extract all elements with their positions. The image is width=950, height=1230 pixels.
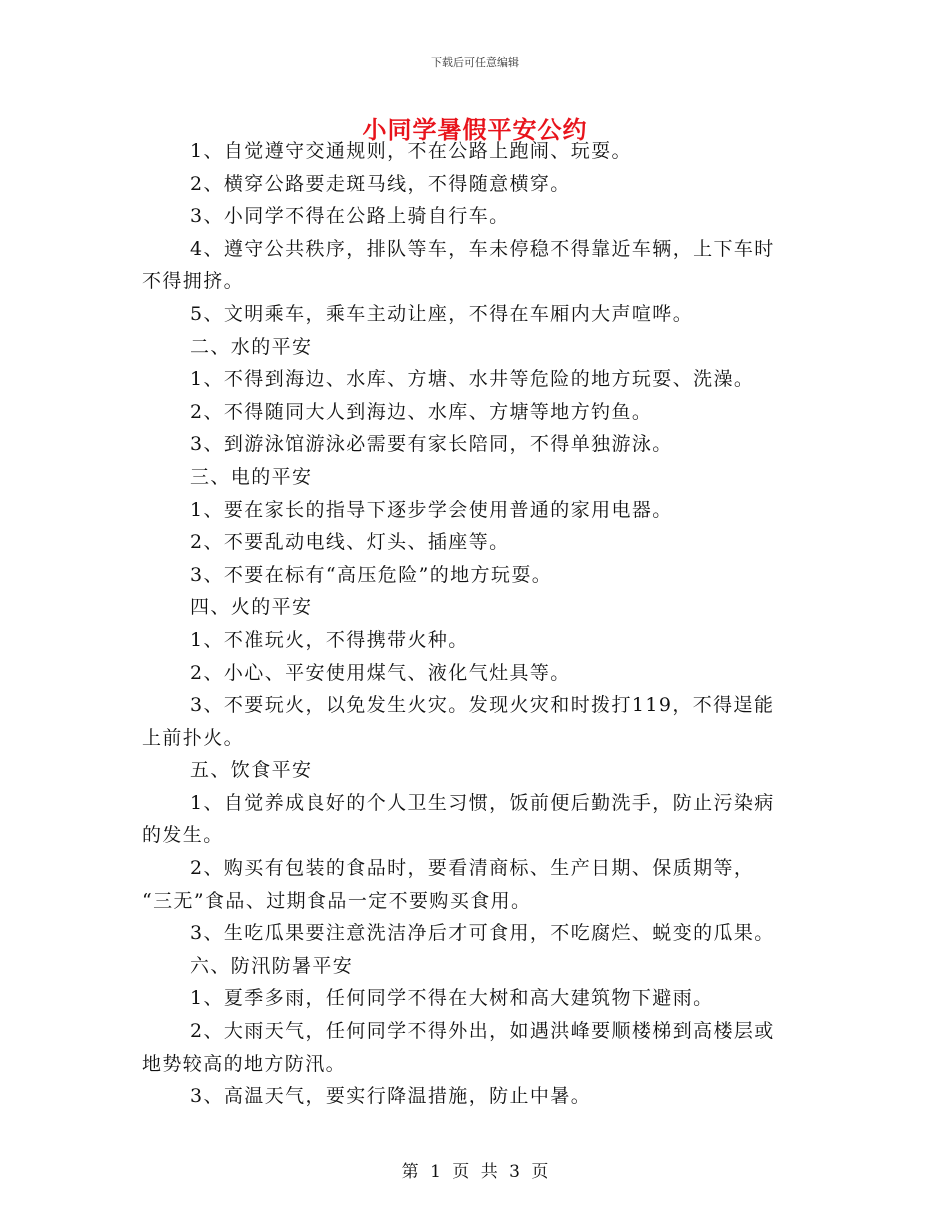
document-line: 3、生吃瓜果要注意洗洁净后才可食用，不吃腐烂、蜕变的瓜果。 — [190, 922, 775, 945]
document-line: “三无”食品、过期食品一定不要购买食用。 — [142, 889, 532, 912]
document-line: 1、自觉遵守交通规则，不在公路上跑闹、玩耍。 — [190, 140, 632, 162]
document-line: 1、不准玩火，不得携带火种。 — [190, 628, 469, 651]
document-line: 的发生。 — [142, 824, 224, 847]
document-body — [142, 135, 810, 1113]
document-line: 2、横穿公路要走斑马线，不得随意横穿。 — [190, 172, 571, 195]
document-line: 1、要在家长的指导下逐步学会使用普通的家用电器。 — [190, 498, 673, 521]
document-line: 3、高温天气，要实行降温措施，防止中暑。 — [190, 1085, 592, 1108]
document-line: 2、大雨天气，任何同学不得外出，如遇洪峰要顺楼梯到高楼层或 — [190, 1020, 775, 1043]
document-line: 五、饮食平安 — [190, 759, 313, 782]
document-line: 六、防汛防暑平安 — [190, 954, 354, 977]
document-line: 四、火的平安 — [190, 596, 313, 619]
document-line: 1、夏季多雨，任何同学不得在大树和高大建筑物下避雨。 — [190, 987, 714, 1010]
document-title: 小同学暑假平安公约 — [362, 115, 588, 144]
document-line: 2、不要乱动电线、灯头、插座等。 — [190, 531, 510, 554]
document-line: 三、电的平安 — [190, 465, 313, 488]
document-line: 3、不要玩火，以免发生火灾。发现火灾和时拨打119，不得逞能 — [190, 694, 775, 717]
document-line: 1、自觉养成良好的个人卫生习惯，饭前便后勤洗手，防止污染病 — [190, 791, 775, 814]
document-line: 3、到游泳馆游泳必需要有家长陪同，不得单独游泳。 — [190, 433, 673, 456]
header-note: 下载后可任意编辑 — [431, 56, 519, 69]
document-line: 2、小心、平安使用煤气、液化气灶具等。 — [190, 661, 571, 684]
document-line: 2、购买有包装的食品时，要看清商标、生产日期、保质期等， — [190, 857, 755, 880]
document-line: 3、不要在标有“高压危险”的地方玩耍。 — [190, 563, 553, 586]
document-line: 4、遵守公共秩序，排队等车，车未停稳不得靠近车辆，上下车时 — [190, 237, 775, 260]
document-line: 不得拥挤。 — [142, 270, 245, 293]
document-line: 地势较高的地方防汛。 — [142, 1052, 347, 1075]
document-line: 3、小同学不得在公路上骑自行车。 — [190, 205, 510, 228]
page-footer: 第 1 页 共 3 页 — [401, 1162, 549, 1182]
document-line: 二、水的平安 — [190, 335, 313, 358]
document-line: 2、不得随同大人到海边、水库、方塘等地方钓鱼。 — [190, 400, 653, 423]
document-line: 5、文明乘车，乘车主动让座，不得在车厢内大声喧哗。 — [190, 302, 694, 325]
document-line: 1、不得到海边、水库、方塘、水井等危险的地方玩耍、洗澡。 — [190, 368, 755, 391]
document-line: 上前扑火。 — [142, 726, 245, 749]
